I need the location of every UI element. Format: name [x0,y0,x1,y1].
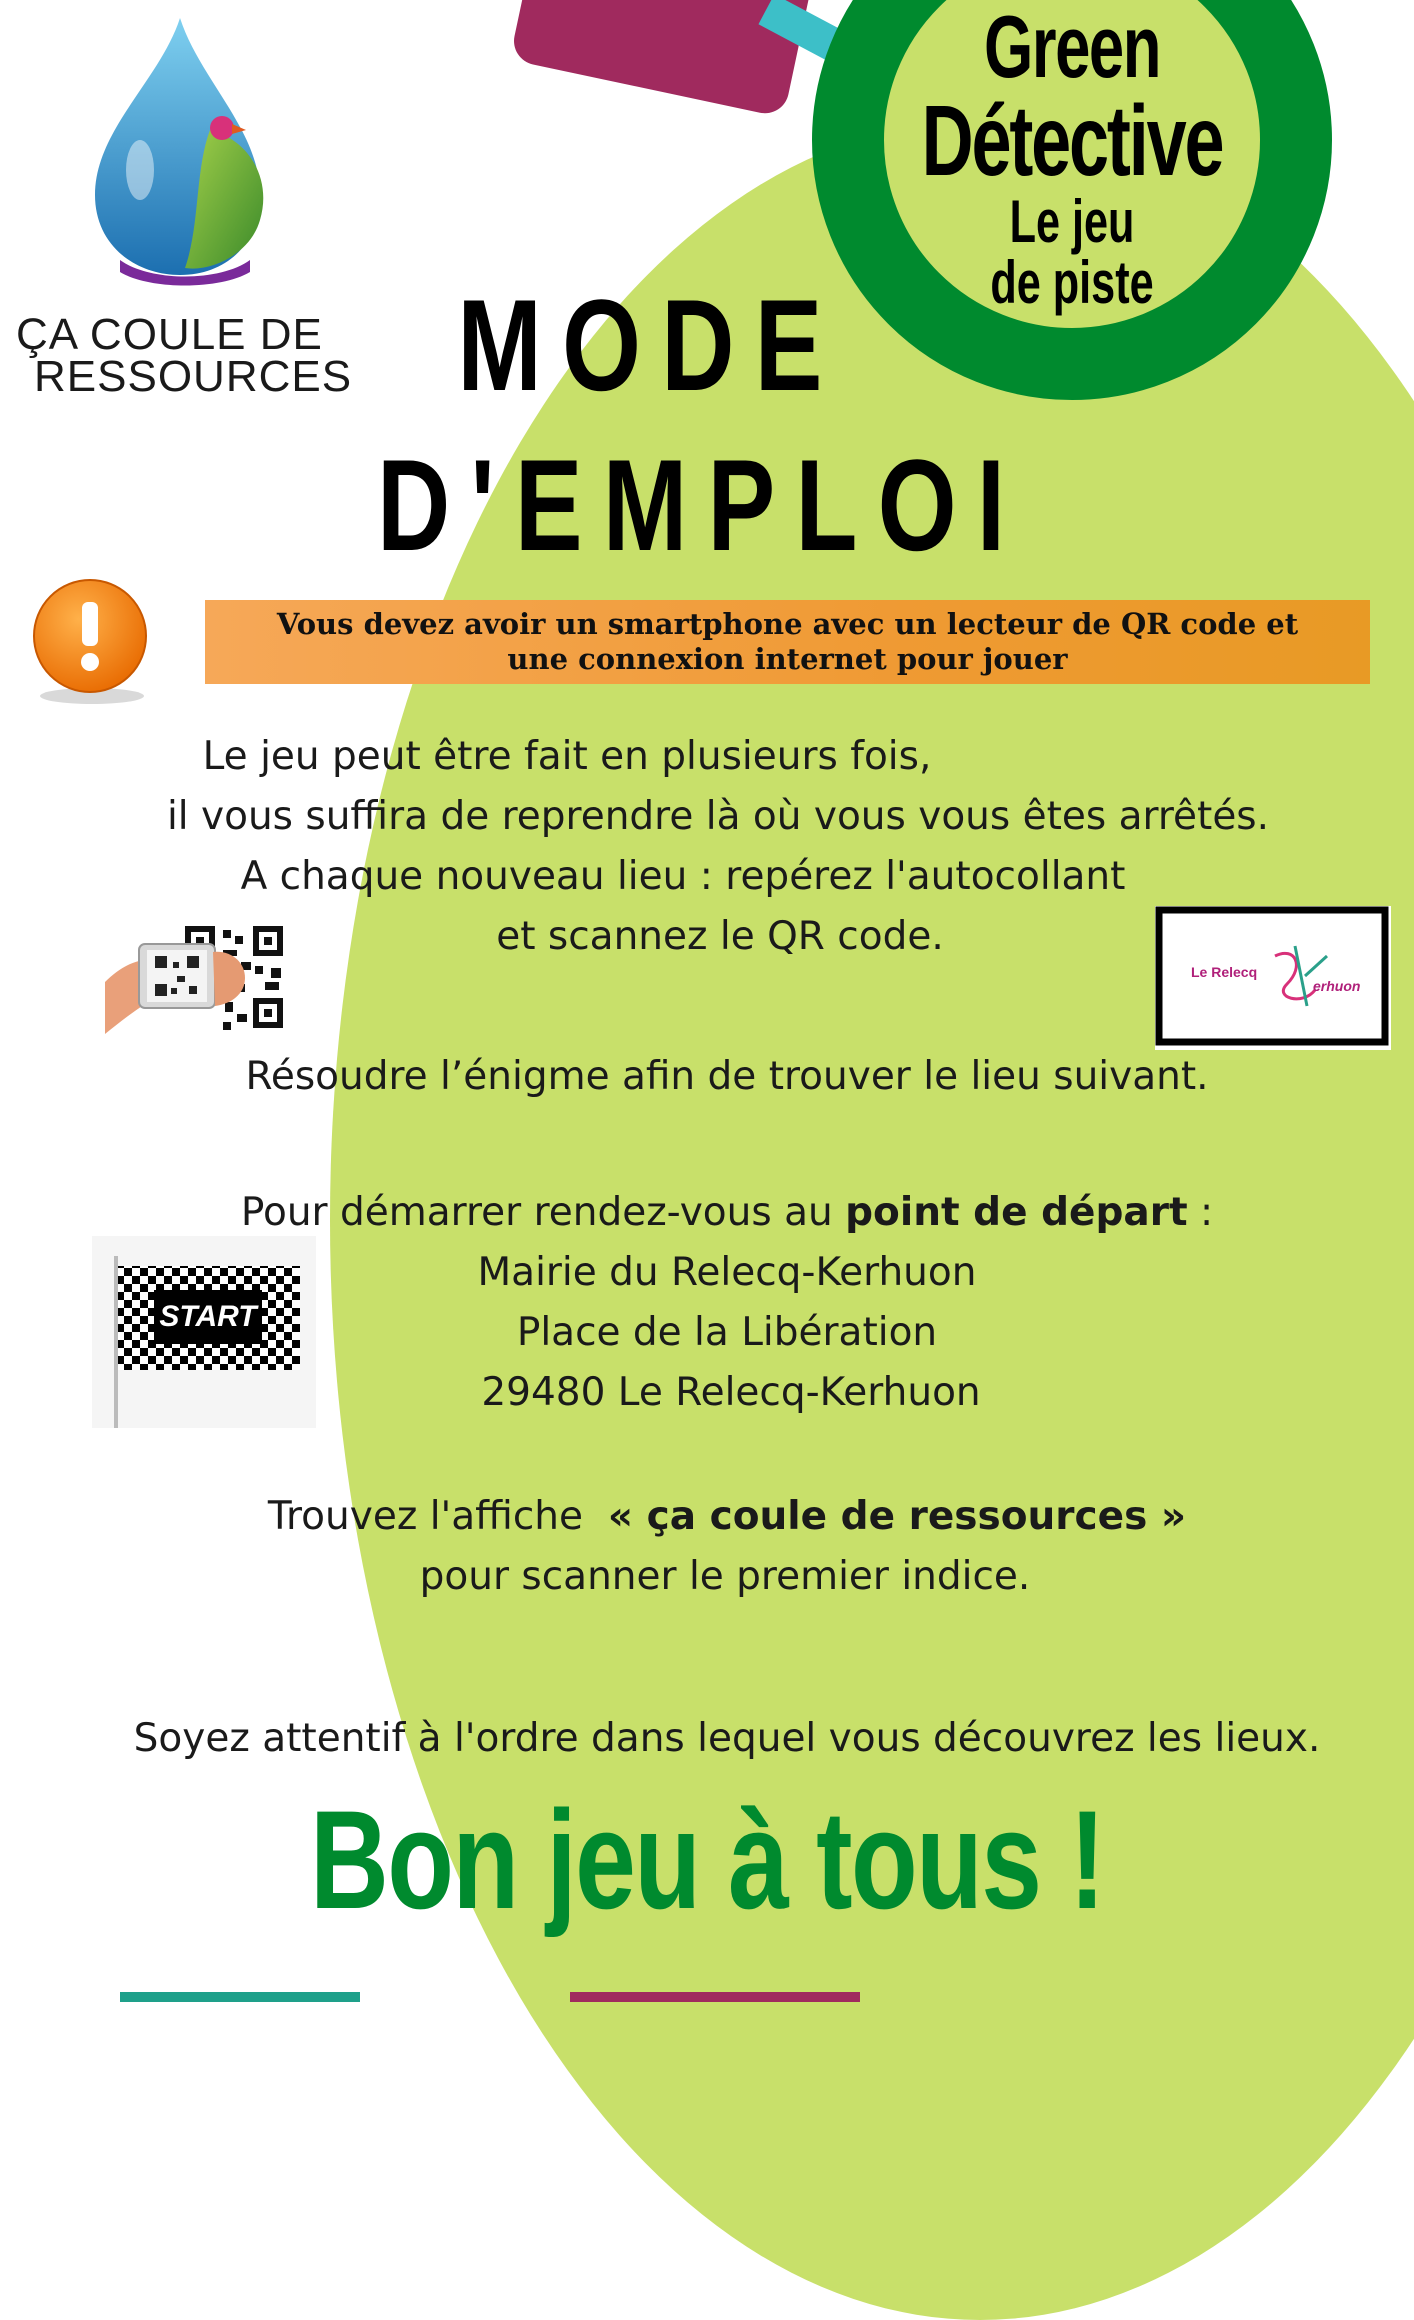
instruction-p1-line1: Le jeu peut être fait en plusieurs fois, [202,734,932,779]
badge-line-3: Le jeu [1009,188,1135,255]
address-line-2: Place de la Libération [516,1310,938,1355]
logo [10,10,353,410]
title-line-1: MODE [457,272,843,418]
qr-scan-hands-icon [105,922,290,1034]
instruction-p4-line2: pour scanner le premier indice. [419,1554,1031,1599]
footer-decor-bar-1 [120,1992,360,2002]
warning-banner [205,600,1370,684]
closing-message: Bon jeu à tous ! [309,1781,1105,1938]
relecq-logo-text-b: erhuon [1313,978,1361,994]
title-line-2: D'EMPLOI [377,432,1026,578]
water-drop-bird-icon [10,10,340,300]
start-flag-text: START [159,1300,257,1333]
address-line-3: 29480 Le Relecq-Kerhuon [481,1370,981,1415]
instruction-p3-prefix: Pour démarrer rendez-vous au [240,1190,846,1235]
badge-line-2: Détective [921,85,1223,197]
address-line-1: Mairie du Relecq-Kerhuon [477,1250,977,1295]
footer-decor-bar-2 [570,1992,860,2002]
relecq-kerhuon-logo [1155,906,1391,1050]
instruction-p3 [20,1190,1414,1235]
instruction-p1-line3: A chaque nouveau lieu : repérez l'autocollant [240,854,1126,899]
warning-text [277,607,1298,677]
relecq-logo-text-a: Le Relecq [1191,964,1258,980]
logo-line-2: RESSOURCES [34,352,353,401]
poster-name: « ça coule de ressources » [607,1494,1187,1539]
logo-line-1: ÇA COULE DE [16,310,323,359]
warning-line-2: une connexion internet pour jouer [507,642,1068,676]
instruction-p3-suffix: : [1187,1190,1214,1235]
exclamation-icon [30,578,150,708]
start-flag-image [92,1236,316,1428]
badge-line-4: de piste [990,249,1154,316]
instruction-p5: Soyez attentif à l'ordre dans lequel vous découvrez les lieux. [133,1716,1321,1761]
instruction-p1-line4: et scannez le QR code. [496,914,944,959]
badge-line-1: Green [984,0,1160,96]
instruction-p1-line2: il vous suffira de reprendre là où vous vous êtes arrêtés. [166,794,1270,839]
instruction-p4 [20,1494,1414,1539]
start-point-label: point de départ [845,1190,1188,1235]
instruction-p2: Résoudre l’énigme afin de trouver le lieu suivant. [245,1054,1209,1099]
instruction-p4-prefix: Trouvez l'affiche [267,1494,608,1539]
warning-line-1: Vous devez avoir un smartphone avec un lecteur de QR code et [276,607,1299,641]
